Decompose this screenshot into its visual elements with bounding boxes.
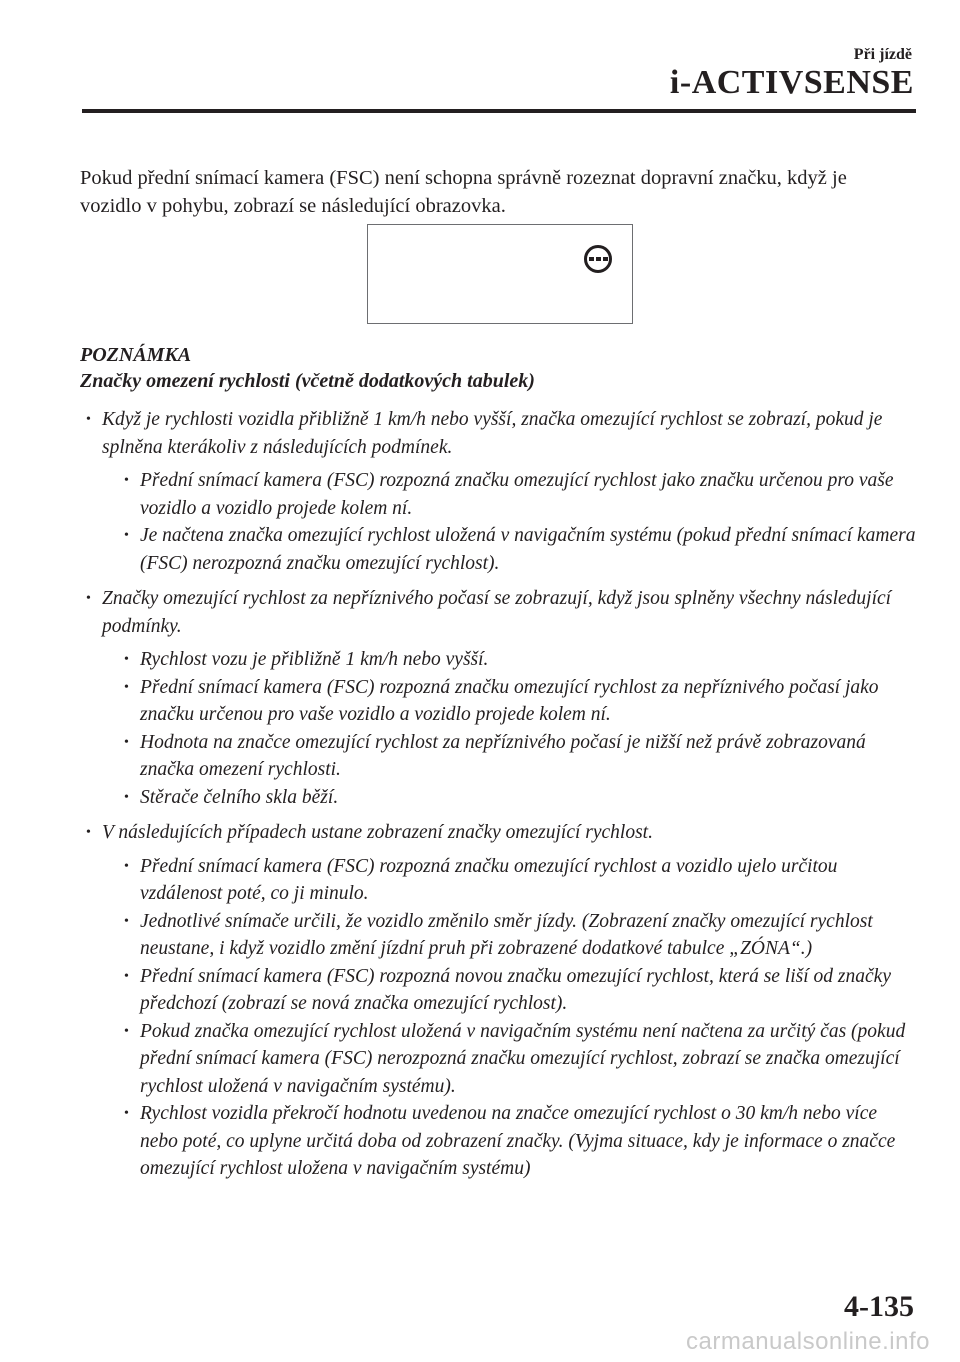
page-number: 4-135 [844,1290,914,1323]
watermark: carmanualsonline.info [686,1328,930,1355]
note-title: POZNÁMKA [80,344,192,366]
list-item [80,406,916,577]
sub-list-item: • Přední snímací kamera (FSC) rozpozná značku omezující rychlost a vozidlo ujelo určitou vzdálenost poté, co ji minulo. [102,853,916,908]
section-label: Při jízdě [853,46,912,63]
sub-list-item: • Přední snímací kamera (FSC) rozpozná novou značku omezující rychlost, která se liší od značky předchozí (zobrazí se nová značka omezující rychlost). [102,963,916,1018]
sub-list-item: • Přední snímací kamera (FSC) rozpozná značku omezující rychlost jako značku určenou pro vaše vozidlo a vozidlo projede kolem ní. [102,467,916,522]
list-item-text: Značky omezující rychlost za nepříznivého počasí se zobrazují, když jsou splněny všechny následující podmínky. [102,588,892,637]
sub-list-item: • Je načtena značka omezující rychlost uložená v navigačním systému (pokud přední snímací kamera (FSC) nerozpozná značku omezující rychlost). [102,522,916,577]
intro-paragraph: Pokud přední snímací kamera (FSC) není schopna správně rozeznat dopravní značku, když je vozidlo v pohybu, zobrazí se následující obrazovka. [80,167,847,217]
note-list [80,406,916,1191]
display-screen-illustration [367,224,633,324]
list-item-text: V následujících případech ustane zobrazení značky omezující rychlost. [102,822,653,843]
page-header-title: i-ACTIVSENSE [669,64,914,101]
sub-list-item: • Rychlost vozu je přibližně 1 km/h nebo vyšší. [102,646,916,674]
sub-list-item: • Rychlost vozidla překročí hodnotu uvedenou na značce omezující rychlost o 30 km/h nebo více nebo poté, co uplyne určitá doba od zobrazení značky. (Vyjma situace, kdy je informace o značce omezující rychlost uložena v navigačním systému) [102,1100,916,1183]
list-item [80,585,916,811]
sub-list-item: • Přední snímací kamera (FSC) rozpozná značku omezující rychlost za nepříznivého počasí jako značku určenou pro vaše vozidlo a vozidlo projede kolem ní. [102,674,916,729]
list-item-text: Když je rychlosti vozidla přibližně 1 km/h nebo vyšší, značka omezující rychlost se zobrazí, pokud je splněna kterákoliv z následujících podmínek. [102,409,883,458]
sub-list-item: • Jednotlivé snímače určili, že vozidlo změnilo směr jízdy. (Zobrazení značky omezující rychlost neustane, i když vozidlo změní jízdní pruh při zobrazené dodatkové tabulce „ZÓNA“.) [102,908,916,963]
sub-list-item: • Stěrače čelního skla běží. [102,784,916,812]
note-subtitle: Značky omezení rychlosti (včetně dodatkových tabulek) [80,370,535,392]
unrecognized-sign-icon [584,245,612,273]
list-item [80,819,916,1183]
sub-list-item: • Pokud značka omezující rychlost uložená v navigačním systému není načtena za určitý čas (pokud přední snímací kamera (FSC) nerozpozná značku omezující rychlost, zobrazí se značka omezující rychlost uložená v navigačním systému). [102,1018,916,1101]
sub-list-item: • Hodnota na značce omezující rychlost za nepříznivého počasí je nižší než právě zobrazovaná značka omezení rychlosti. [102,729,916,784]
header-rule [82,109,916,113]
